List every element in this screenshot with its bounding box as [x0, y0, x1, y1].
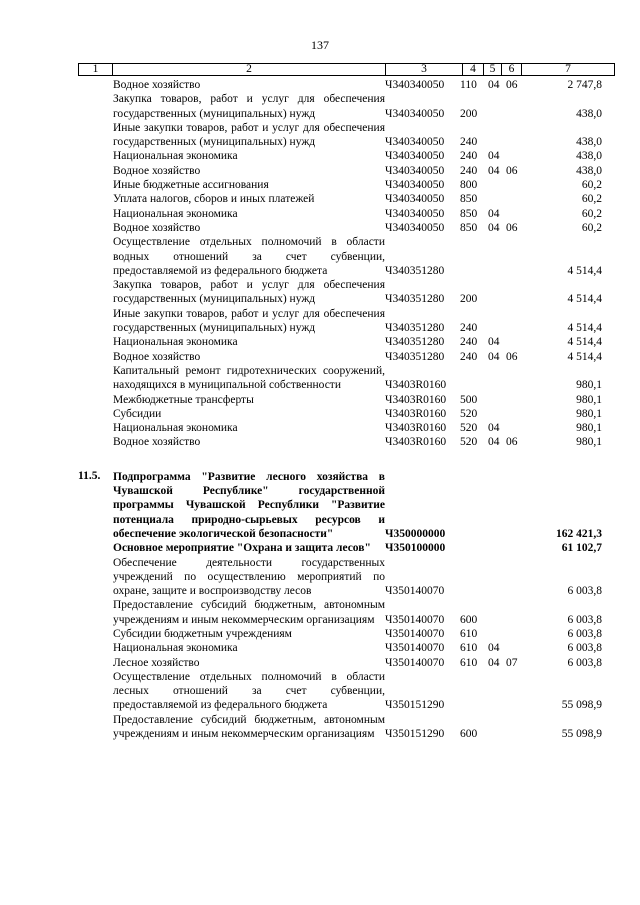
table-row [78, 421, 615, 435]
row-vr: 200 [460, 107, 478, 120]
table-row [78, 435, 615, 449]
row-code: Ч340340050 [385, 179, 445, 192]
table-row [78, 178, 615, 192]
row-rz: 04 [488, 642, 500, 655]
row-name: Уплата налогов, сборов и иных платежей [113, 193, 315, 206]
table-row [78, 149, 615, 163]
row-sum: 6 003,8 [567, 656, 602, 669]
row-name: Водное хозяйство [113, 436, 201, 449]
row-sum: 55 098,9 [561, 728, 602, 741]
row-rz: 04 [488, 79, 500, 91]
table-row [78, 656, 615, 670]
row-sum: 55 098,9 [561, 699, 602, 712]
row-name: Осуществление отдельных полномочий в области водных отношений за счет субвенции, предоставляемой из федерального бюджета [113, 236, 385, 277]
table-row [78, 627, 615, 641]
row-vr: 240 [460, 136, 478, 149]
row-vr: 610 [460, 642, 478, 655]
row-pr: 06 [506, 164, 518, 177]
row-code: Ч3403R0160 [385, 422, 447, 435]
row-sum: 60,2 [581, 179, 602, 192]
row-name: Водное хозяйство [113, 79, 201, 91]
table-row [78, 192, 615, 206]
row-name: Иные бюджетные ассигнования [113, 179, 269, 192]
row-vr: 850 [460, 207, 478, 220]
row-sum: 980,1 [576, 436, 602, 449]
row-sum: 60,2 [581, 207, 602, 220]
table-row [78, 350, 615, 364]
row-vr: 600 [460, 613, 478, 626]
row-rz: 04 [488, 422, 500, 435]
row-name: Иные закупки товаров, работ и услуг для обеспечения государственных (муниципальных) нужд [113, 121, 385, 149]
row-sum: 6 003,8 [567, 627, 602, 640]
row-code: Ч340340050 [385, 150, 445, 163]
row-code: Ч340351280 [385, 350, 445, 363]
row-sum: 4 514,4 [567, 293, 602, 306]
row-sum: 980,1 [576, 422, 602, 435]
row-vr: 600 [460, 728, 478, 741]
row-pr: 06 [506, 221, 518, 234]
row-name: Водное хозяйство [113, 350, 201, 363]
row-number: 11.5. [78, 469, 101, 482]
row-rz: 04 [488, 221, 500, 234]
row-vr: 520 [460, 422, 478, 435]
row-sum: 6 003,8 [567, 613, 602, 626]
table-row [78, 278, 615, 307]
row-code: Ч350140070 [385, 642, 445, 655]
table-row [78, 641, 615, 655]
row-name: Национальная экономика [113, 207, 238, 220]
table-row [78, 221, 615, 235]
row-code: Ч350000000 [385, 527, 446, 540]
table-row [78, 407, 615, 421]
row-name: Обеспечение деятельности государственных учреждений по осуществлению мероприятий по охране, защите и воспроизводству лесов [113, 556, 385, 598]
table-body [78, 78, 615, 741]
table-row [78, 541, 615, 555]
row-sum: 438,0 [576, 136, 602, 149]
header-col-6: 6 [502, 64, 522, 76]
table-row [78, 121, 615, 150]
row-code: Ч350151290 [385, 699, 445, 712]
row-vr: 240 [460, 164, 478, 177]
row-vr: 500 [460, 393, 478, 406]
header-col-7: 7 [522, 64, 615, 76]
table-row [78, 78, 615, 92]
row-code: Ч350140070 [385, 656, 445, 669]
table-row [78, 470, 615, 541]
row-sum: 4 514,4 [567, 264, 602, 277]
row-code: Ч350140070 [385, 585, 445, 598]
row-name: Иные закупки товаров, работ и услуг для обеспечения государственных (муниципальных) нужд [113, 307, 385, 335]
row-sum: 980,1 [576, 379, 602, 392]
row-code: Ч350140070 [385, 627, 445, 640]
row-code: Ч340351280 [385, 336, 445, 349]
table-row [78, 713, 615, 742]
row-sum: 6 003,8 [567, 642, 602, 655]
header-col-4: 4 [463, 64, 484, 76]
row-vr: 240 [460, 322, 478, 335]
row-rz: 04 [488, 207, 500, 220]
row-code: Ч3403R0160 [385, 436, 447, 449]
table-row [78, 207, 615, 221]
row-name: Осуществление отдельных полномочий в области лесных отношений за счет субвенции, предоставляемой из федерального бюджета [113, 670, 385, 712]
row-vr: 240 [460, 150, 478, 163]
table-row [78, 393, 615, 407]
section-gap [78, 450, 615, 470]
row-vr: 240 [460, 350, 478, 363]
row-vr: 240 [460, 336, 478, 349]
table-row [78, 235, 615, 278]
row-pr: 07 [506, 656, 518, 669]
row-name: Субсидии бюджетным учреждениям [113, 627, 292, 640]
table-row [78, 364, 615, 393]
table-row [78, 556, 615, 599]
row-code: Ч350140070 [385, 613, 445, 626]
row-rz: 04 [488, 150, 500, 163]
row-rz: 04 [488, 164, 500, 177]
row-vr: 520 [460, 436, 478, 449]
row-vr: 110 [460, 79, 477, 91]
row-name: Подпрограмма "Развитие лесного хозяйства в Чувашской Республике" государственной программы Чувашской Республики "Развитие потенциала природно-сырьевых ресурсов и обеспечение экологической безопасности" [113, 470, 385, 540]
row-sum: 980,1 [576, 407, 602, 420]
row-rz: 04 [488, 656, 500, 669]
row-name: Водное хозяйство [113, 221, 201, 234]
row-rz: 04 [488, 350, 500, 363]
row-vr: 850 [460, 221, 478, 234]
row-sum: 980,1 [576, 393, 602, 406]
row-rz: 04 [488, 436, 500, 449]
row-code: Ч3403R0160 [385, 379, 447, 392]
row-name: Закупка товаров, работ и услуг для обеспечения государственных (муниципальных) нужд [113, 93, 385, 120]
row-name: Предоставление субсидий бюджетным, автономным учреждениям и иным некоммерческим организациям [113, 713, 385, 741]
row-vr: 520 [460, 407, 478, 420]
row-sum: 438,0 [576, 150, 602, 163]
row-name: Водное хозяйство [113, 164, 201, 177]
row-sum: 6 003,8 [567, 585, 602, 598]
header-col-3: 3 [386, 64, 463, 76]
row-code: Ч350100000 [385, 542, 446, 555]
row-sum: 61 102,7 [561, 542, 602, 555]
row-sum: 2 747,8 [567, 79, 602, 91]
row-code: Ч340340050 [385, 136, 445, 149]
row-code: Ч340340050 [385, 107, 445, 120]
row-sum: 60,2 [581, 221, 602, 234]
header-col-1: 1 [79, 64, 113, 76]
row-code: Ч340351280 [385, 293, 445, 306]
row-sum: 4 514,4 [567, 322, 602, 335]
row-code: Ч340340050 [385, 221, 445, 234]
row-name: Национальная экономика [113, 422, 238, 435]
table-row [78, 92, 615, 121]
row-code: Ч340340050 [385, 79, 445, 91]
row-pr: 06 [506, 79, 518, 91]
row-name: Субсидии [113, 407, 162, 420]
table-row [78, 598, 615, 627]
row-code: Ч340340050 [385, 207, 445, 220]
row-vr: 800 [460, 179, 478, 192]
row-code: Ч3403R0160 [385, 407, 447, 420]
row-pr: 06 [506, 436, 518, 449]
row-name: Национальная экономика [113, 642, 238, 655]
table-header [78, 63, 615, 76]
row-name: Национальная экономика [113, 336, 238, 349]
row-name: Межбюджетные трансферты [113, 393, 254, 406]
row-code: Ч340351280 [385, 264, 445, 277]
row-name: Капитальный ремонт гидротехнических сооружений, находящихся в муниципальной собственности [113, 364, 385, 392]
row-sum: 4 514,4 [567, 350, 602, 363]
row-code: Ч3403R0160 [385, 393, 447, 406]
row-name: Основное мероприятие "Охрана и защита лесов" [113, 542, 371, 555]
row-vr: 610 [460, 627, 478, 640]
row-name: Закупка товаров, работ и услуг для обеспечения государственных (муниципальных) нужд [113, 279, 385, 306]
row-code: Ч350151290 [385, 728, 445, 741]
row-vr: 610 [460, 656, 478, 669]
header-col-2: 2 [113, 64, 386, 76]
page-number: 137 [311, 38, 329, 52]
row-code: Ч340351280 [385, 322, 445, 335]
table-row [78, 307, 615, 336]
row-pr: 06 [506, 350, 518, 363]
row-vr: 850 [460, 193, 478, 206]
row-sum: 438,0 [576, 164, 602, 177]
table-row [78, 670, 615, 713]
row-code: Ч340340050 [385, 164, 445, 177]
table-row [78, 164, 615, 178]
row-sum: 60,2 [581, 193, 602, 206]
row-name: Лесное хозяйство [113, 656, 200, 669]
row-code: Ч340340050 [385, 193, 445, 206]
row-name: Предоставление субсидий бюджетным, автономным учреждениям и иным некоммерческим организациям [113, 599, 385, 626]
header-col-5: 5 [484, 64, 502, 76]
row-sum: 4 514,4 [567, 336, 602, 349]
row-rz: 04 [488, 336, 500, 349]
row-sum: 162 421,3 [556, 527, 602, 540]
row-vr: 200 [460, 293, 478, 306]
row-sum: 438,0 [576, 107, 602, 120]
table-row [78, 335, 615, 349]
row-name: Национальная экономика [113, 150, 238, 163]
